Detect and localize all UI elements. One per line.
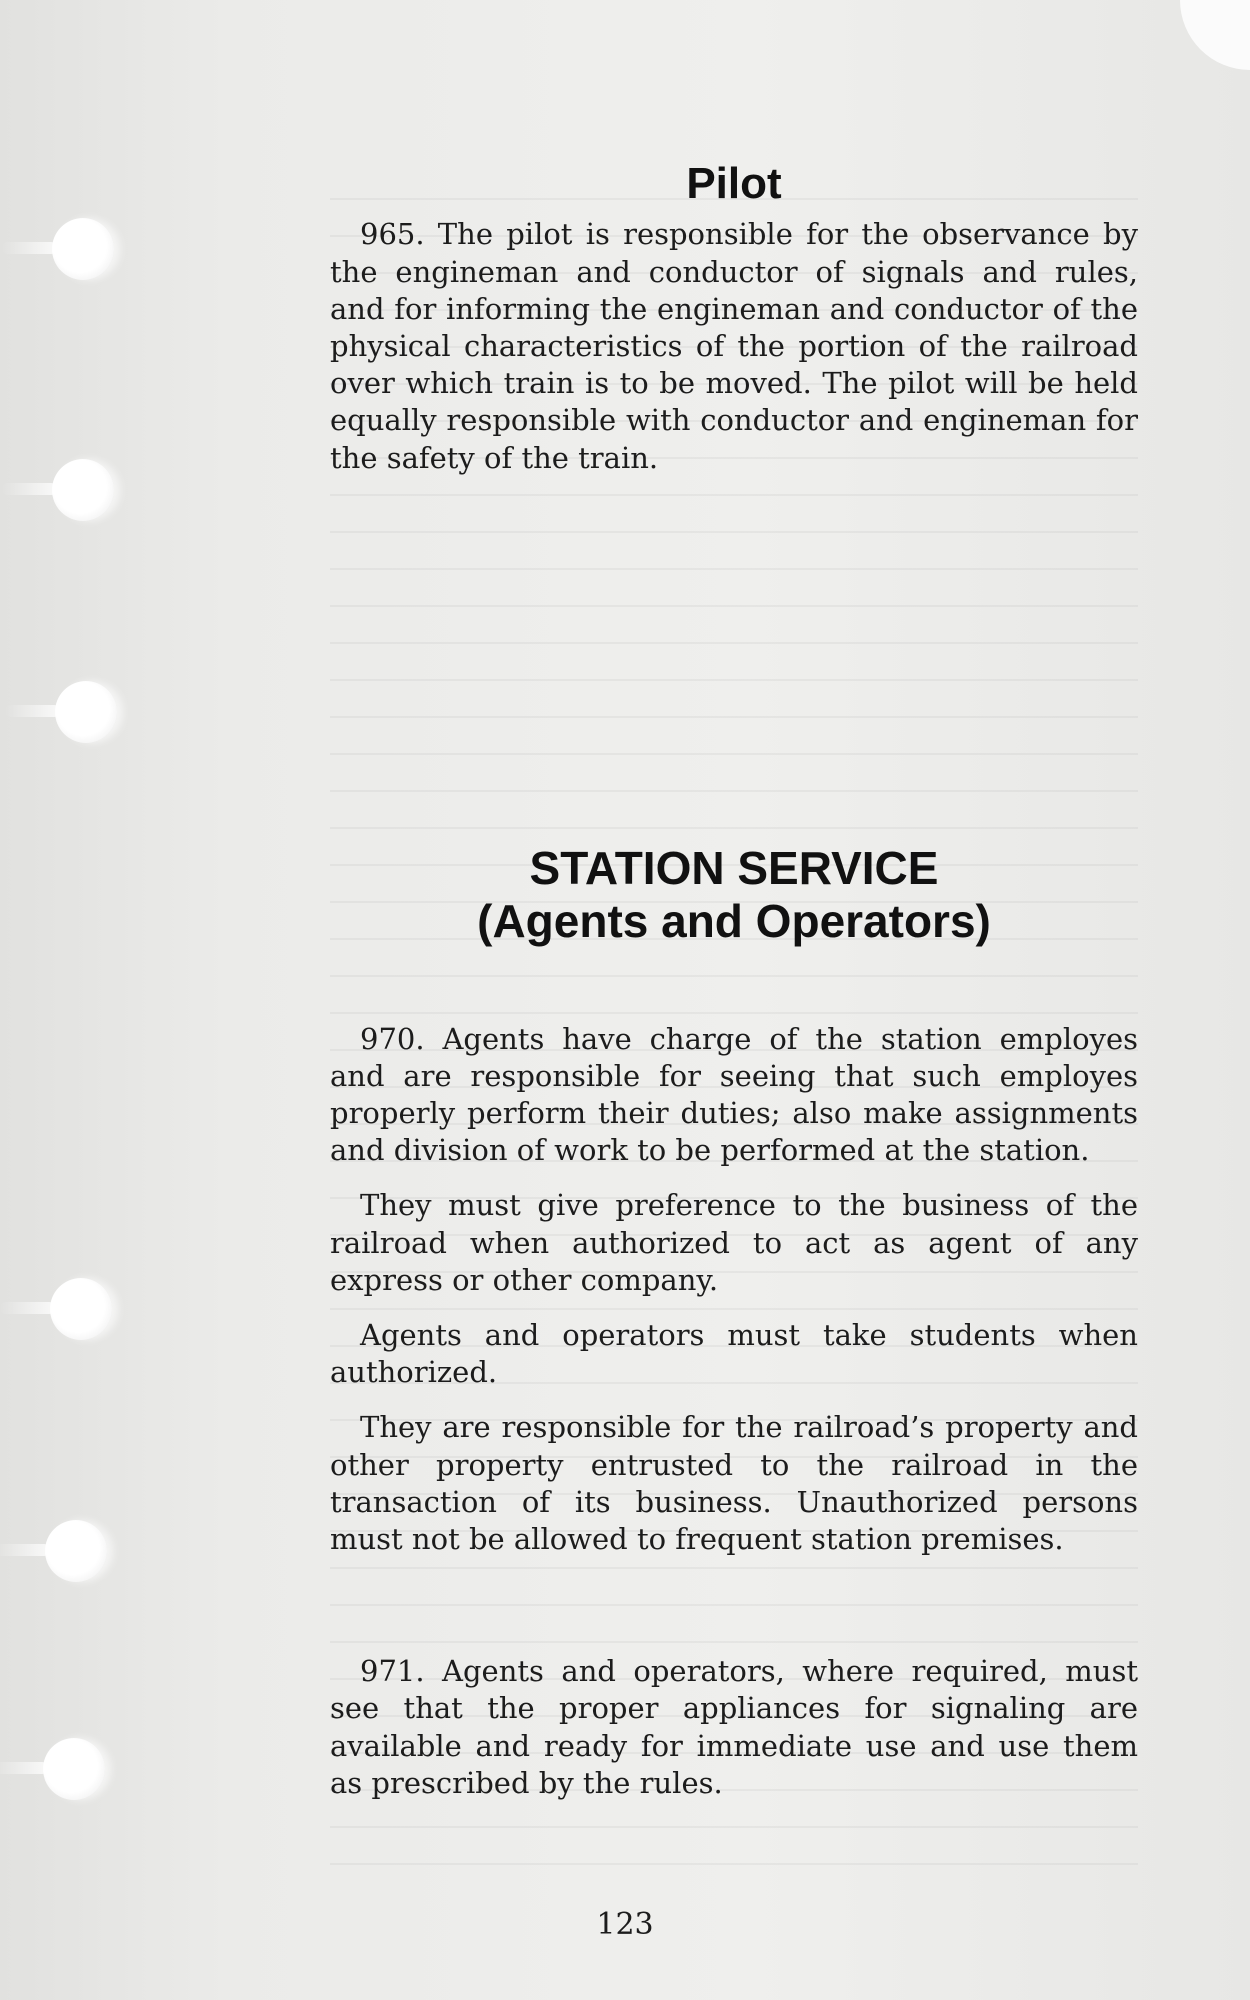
rule-970-paragraph: 970. Agents have charge of the station employes and are responsible for seeing that such employes properly perform their duties; also make assignments and division of work to be performed at the station. (330, 1021, 1138, 1168)
property-paragraph: They are responsible for the railroad’s property and other property entrusted to the railroad in the transaction of its business. Unauthorized persons must not be allowed to frequent station premises. (330, 1410, 1138, 1556)
page-number: 123 (596, 1907, 654, 1942)
punch-hole (55, 681, 117, 743)
punch-hole (43, 1738, 105, 1800)
punch-hole (52, 459, 114, 521)
punch-hole (45, 1520, 107, 1582)
station-heading-line1: STATION SERVICE (529, 841, 939, 894)
page-corner (1180, 0, 1250, 70)
rule-971-paragraph: 971. Agents and operators, where required, must see that the proper appliances for signaling are available and ready for immediate use and use them as prescribed by the rules. (330, 1654, 1138, 1800)
pilot-heading: Pilot (686, 159, 782, 208)
station-service-heading (330, 842, 1138, 949)
preference-paragraph: They must give preference to the business of the railroad when authorized to act as agent of any express or other company. (330, 1188, 1138, 1297)
punch-hole (50, 1278, 112, 1340)
students-paragraph: Agents and operators must take students when authorized. (330, 1317, 1138, 1390)
page-content (330, 160, 1138, 1820)
punch-hole (52, 218, 114, 280)
rule-965-paragraph: 965. The pilot is responsible for the observance by the engineman and conductor of signals and rules, and for informing the engineman and conductor of the physical characteristics of the portion of the railroad over which train is to be moved. The pilot will be held equally responsible with conductor and engineman for the safety of the train. (330, 217, 1138, 475)
station-heading-line2: (Agents and Operators) (477, 895, 991, 948)
